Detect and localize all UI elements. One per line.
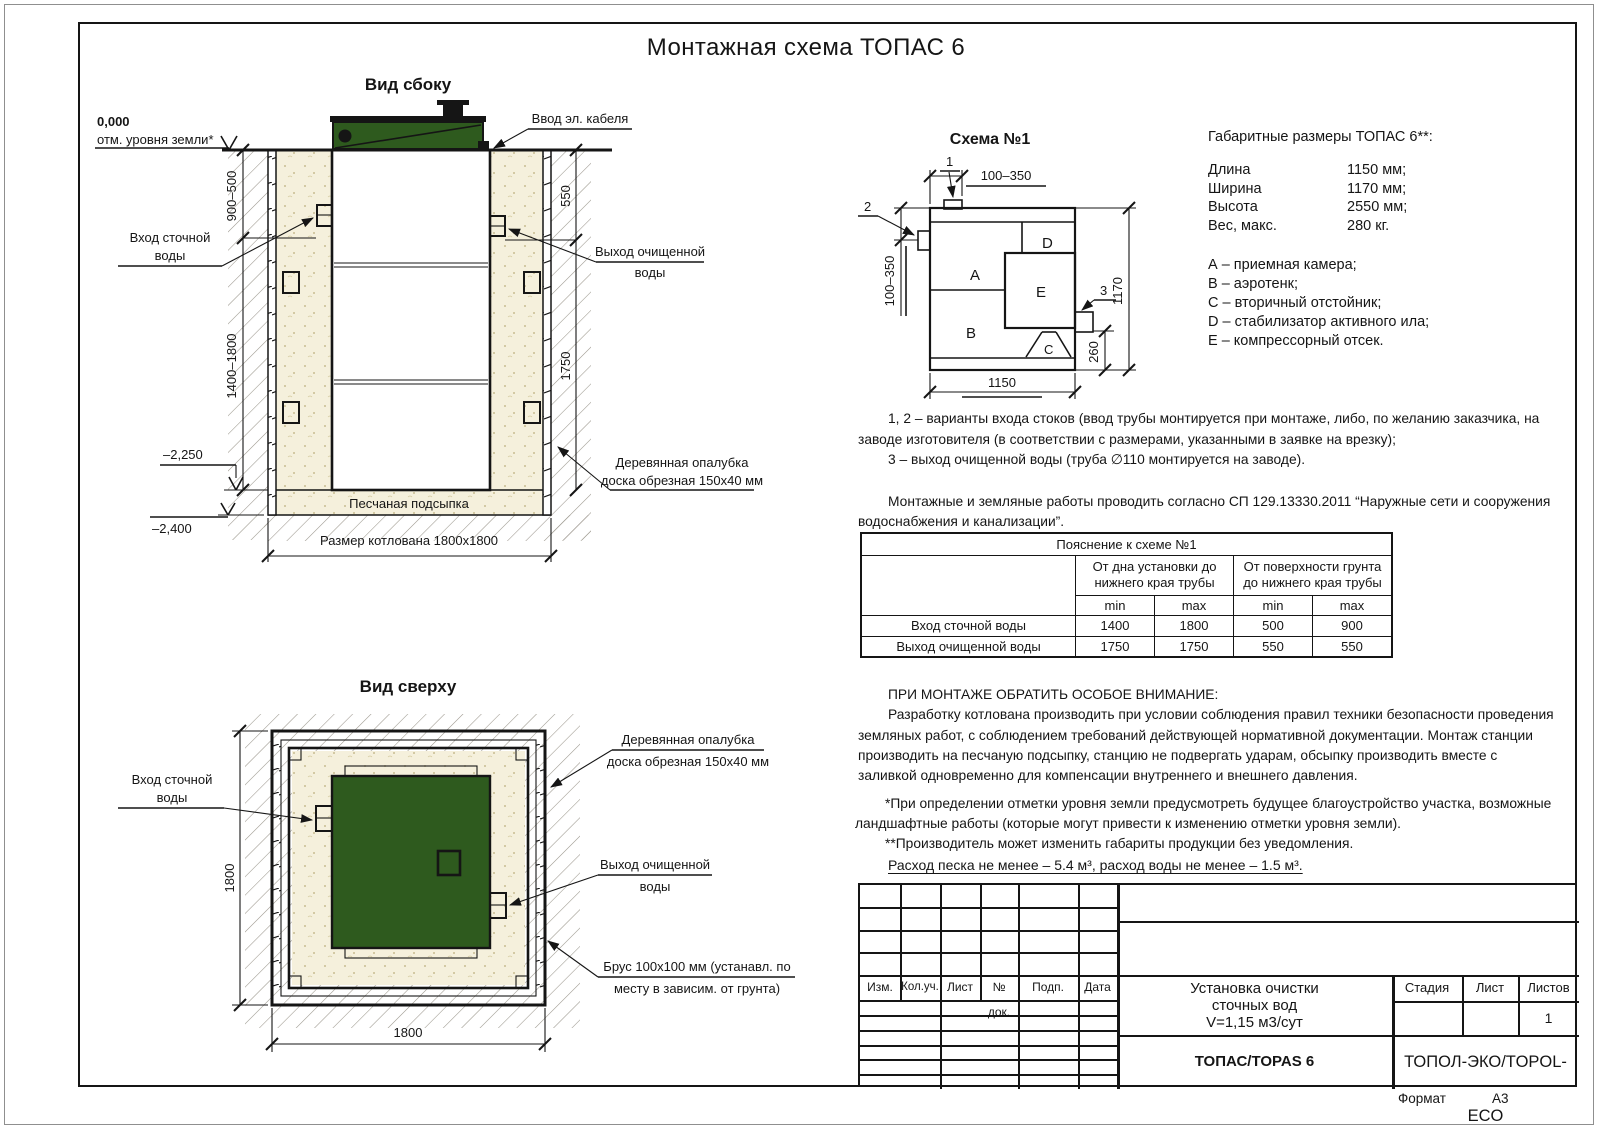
doc-title	[1117, 980, 1392, 1031]
legend-item: А – приемная камера;	[1208, 257, 1357, 274]
attention-body: Разработку котлована производить при условии соблюдения правил техники безопасности проведения земляных работ, с соблюдением требований действующей нормативной документации. Монтаж станции производить на песчаную подсыпку, станцию не подвергать ударам, обсыпку производить вместе с заливкой одновременно для компенсации внутреннего и внешнего давления.	[858, 707, 1554, 784]
legend-item: D – стабилизатор активного ила;	[1208, 314, 1430, 331]
spec-label: Вес, макс.	[1208, 217, 1277, 234]
specs-heading: Габаритные размеры ТОПАС 6**:	[1208, 129, 1433, 145]
dim-depth-top: 900–500	[224, 170, 239, 222]
stage-label: Стадия	[1404, 980, 1450, 995]
format-label: Формат	[1398, 1091, 1446, 1106]
model-name: ТОПАС/TOPAS 6	[1194, 1053, 1315, 1070]
row-cell: 500	[1234, 615, 1313, 636]
inlet-top-label-1: Вход сточной	[131, 772, 213, 787]
spec-value: 1170 мм;	[1347, 180, 1407, 197]
dim-100-350-left: 100–350	[882, 255, 897, 307]
elev-2250-value: –2,250	[163, 447, 203, 462]
dim-1150: 1150	[988, 375, 1016, 390]
page-title: Монтажная схема ТОПАС 6	[646, 34, 966, 61]
cable-label-group	[494, 111, 632, 148]
inlet-label-2: воды	[154, 248, 186, 263]
brand-name: ТОПОЛ-ЭКО/TOPOL-ECO	[1404, 1053, 1567, 1125]
dim-1800-bottom: 1800	[393, 1025, 423, 1040]
dim-1170: 1170	[1110, 277, 1125, 305]
stamp-col-izm: Изм.	[867, 980, 893, 994]
outlet-label-1: Выход очищенной	[594, 244, 706, 259]
dim-depth-bottom: 1400–1800	[224, 333, 239, 399]
row-cell: 1800	[1155, 615, 1234, 636]
zero-value: 0,000	[97, 114, 130, 129]
table-max1: max	[1155, 595, 1234, 615]
brus-label-group	[548, 941, 795, 996]
side-view-drawing	[85, 58, 810, 582]
schema-title: Схема №1	[949, 131, 1031, 148]
sheet-label: Лист	[1475, 980, 1505, 995]
legend-item: В – аэротенк;	[1208, 276, 1298, 293]
row-cell: 900	[1313, 615, 1393, 636]
doc-title-line3: V=1,15 м3/сут	[1206, 1014, 1303, 1031]
stamp-col-podp: Подп.	[1032, 980, 1064, 994]
vent-icon	[443, 104, 463, 117]
row-name: Вход сточной воды	[861, 615, 1076, 636]
top-view-label: Вид сверху	[359, 677, 457, 696]
formwork-label-2: доска обрезная 150x40 мм	[600, 473, 764, 488]
formwork-label-top-group	[551, 732, 769, 787]
consumption-note: Расход песка не менее – 5.4 м³, расход воды не менее – 1.5 м³.	[888, 857, 1303, 873]
outlet-top-label-1: Выход очищенной	[599, 857, 711, 872]
spec-value: 280 кг.	[1347, 217, 1390, 234]
footnotes-block	[855, 794, 1557, 854]
spec-label: Ширина	[1208, 180, 1262, 197]
spec-row	[1208, 181, 1553, 200]
spec-row	[1208, 162, 1553, 181]
spec-value: 1150 мм;	[1347, 162, 1407, 178]
compartment-b: B	[966, 325, 977, 342]
tank-lid	[330, 100, 489, 150]
zero-elevation-mark	[95, 114, 237, 150]
inlet-top-label-2: воды	[156, 790, 188, 805]
table-row	[861, 636, 1392, 657]
footnote-2: **Производитель может изменить габариты продукции без уведомления.	[885, 836, 1354, 851]
row-cell: 1750	[1155, 636, 1234, 657]
mark-1: 1	[946, 154, 954, 169]
sand-backfill	[268, 150, 551, 515]
spec-value: 2550 мм;	[1347, 199, 1408, 216]
spec-label: Длина	[1208, 162, 1251, 178]
compartment-legend	[1208, 257, 1553, 352]
side-view-label: Вид сбоку	[364, 75, 452, 94]
pit-size-label: Размер котлована 1800x1800	[319, 533, 499, 548]
mark-2: 2	[864, 199, 872, 214]
cable-entry-point	[478, 141, 489, 150]
note-variants: 1, 2 – варианты входа стоков (ввод трубы монтируется при монтаже, либо, по желанию заказчика, на заводе изготовителя (в соответствии с размерами, указанными в заявке на врезку);	[858, 411, 1540, 447]
compartment-d: D	[1042, 235, 1053, 252]
spec-row	[1208, 199, 1553, 218]
dim-out-top: 550	[558, 185, 573, 207]
table-caption: Пояснение к схеме №1	[861, 533, 1392, 555]
footnote-1: *При определении отметки уровня земли предусмотреть будущее благоустройство участка, возможные ландшафтные работы (которые могут привести к изменению отметки уровня земли).	[855, 796, 1552, 831]
table-max2: max	[1313, 595, 1393, 615]
notes-block	[858, 409, 1552, 533]
stamp-col-ndok: № док.	[987, 980, 1011, 1019]
sheets-label: Листов	[1527, 980, 1570, 995]
schema-dim-top	[924, 168, 1046, 204]
mark-3: 3	[1100, 283, 1108, 298]
schema-body	[930, 208, 1075, 370]
note-outlet: 3 – выход очищенной воды (труба ∅110 монтируется на заводе).	[888, 452, 1306, 467]
dim-out-bottom: 1750	[558, 351, 573, 381]
table-min1: min	[1076, 595, 1155, 615]
table-row	[861, 615, 1392, 636]
cable-label: Ввод эл. кабеля	[531, 111, 629, 126]
tank-body	[332, 150, 490, 490]
schema-drawing	[830, 127, 1190, 417]
stamp-col-list: Лист	[946, 980, 974, 994]
row-cell: 550	[1234, 636, 1313, 657]
schema-dim-left	[882, 202, 930, 316]
stamp-col-data: Дата	[1084, 980, 1111, 994]
compartment-c: C	[1044, 342, 1054, 357]
spec-row	[1208, 218, 1553, 237]
sheets-value: 1	[1544, 1010, 1553, 1026]
formwork-top-label-2: доска обрезная 150x40 мм	[606, 754, 770, 769]
table-group2: От поверхности грунта до нижнего края трубы	[1234, 555, 1393, 595]
formwork-top-label-1: Деревянная опалубка	[621, 732, 755, 747]
dim-260: 260	[1086, 341, 1101, 363]
table-group1: От дна установки до нижнего края трубы	[1076, 555, 1234, 595]
attention-block	[858, 685, 1556, 786]
row-cell: 1400	[1076, 615, 1155, 636]
doc-title-line1: Установка очистки	[1190, 980, 1319, 997]
zero-caption: отм. уровня земли*	[97, 132, 214, 147]
dim-1800-left: 1800	[222, 863, 237, 893]
schema-dim-width	[924, 373, 1081, 399]
compartment-a: A	[970, 267, 981, 284]
attention-heading: ПРИ МОНТАЖЕ ОБРАТИТЬ ОСОБОЕ ВНИМАНИЕ:	[888, 687, 1219, 702]
tank-top	[332, 766, 490, 958]
stamp-col-koluch: Кол.уч.	[901, 981, 939, 993]
inlet-label-1: Вход сточной	[129, 230, 211, 245]
formwork-label-1: Деревянная опалубка	[615, 455, 749, 470]
spec-label: Высота	[1208, 199, 1258, 216]
dim-100-350-top: 100–350	[980, 168, 1032, 183]
compartment-e: E	[1036, 284, 1047, 301]
legend-item: Е – компрессорный отсек.	[1208, 333, 1384, 350]
table-corner-cell	[861, 555, 1076, 615]
explanation-table	[860, 532, 1393, 658]
brus-label-2: месту в зависим. от грунта)	[613, 981, 781, 996]
doc-title-line2: сточных вод	[1211, 997, 1298, 1014]
row-name: Выход очищенной воды	[861, 636, 1076, 657]
top-view-drawing	[85, 660, 810, 1070]
outlet-label-2: воды	[634, 265, 666, 280]
brus-label-1: Брус 100x100 мм (устанавл. по	[603, 959, 791, 974]
format-value: А3	[1492, 1091, 1509, 1106]
legend-item: С – вторичный отстойник;	[1208, 295, 1382, 312]
lid-lock-icon	[339, 130, 352, 143]
pipe-stubs	[317, 205, 505, 236]
elev-2400-value: –2,400	[152, 521, 192, 536]
row-cell: 1750	[1076, 636, 1155, 657]
table-min2: min	[1234, 595, 1313, 615]
row-cell: 550	[1313, 636, 1393, 657]
note-sp: Монтажные и земляные работы проводить согласно СП 129.13330.2011 “Наружные сети и сооружения водоснабжения и канализации”.	[858, 493, 1551, 529]
specs-block	[1208, 129, 1553, 352]
sand-bed-label: Песчаная подсыпка	[349, 496, 469, 511]
outlet-top-label-2: воды	[639, 879, 671, 894]
